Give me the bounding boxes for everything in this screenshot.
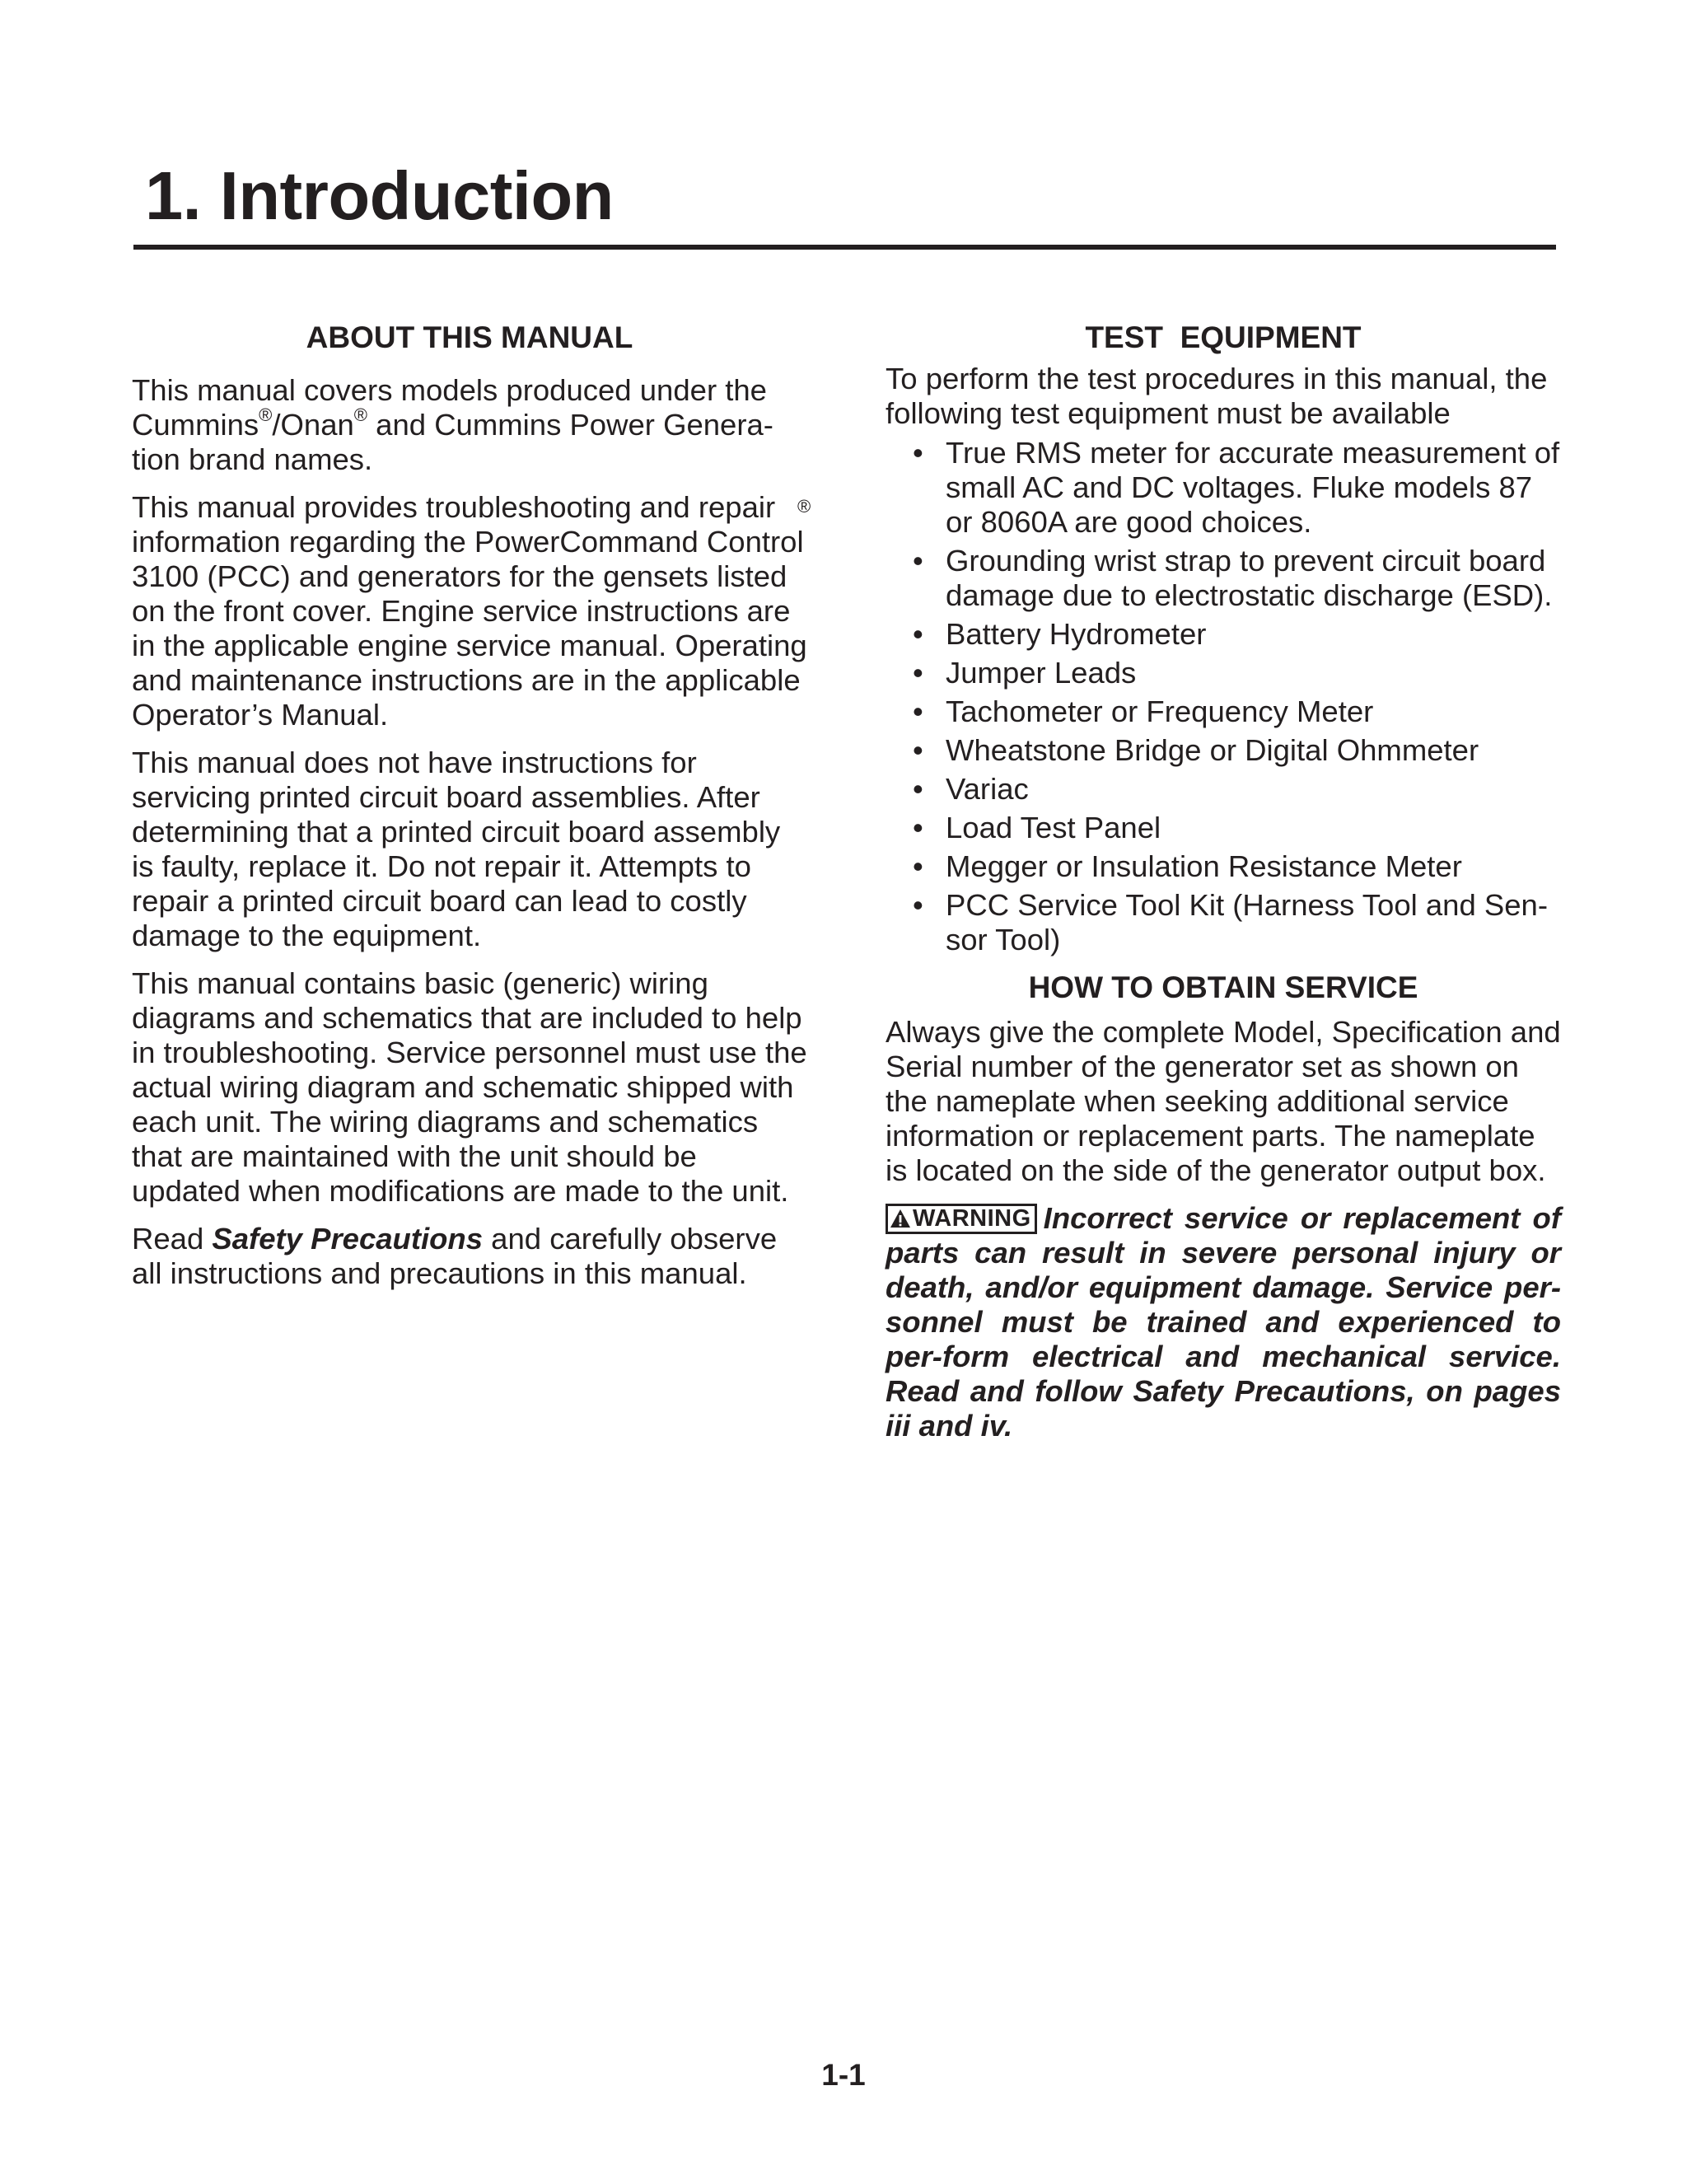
list-item-text: Wheatstone Bridge or Digital Ohmmeter	[946, 733, 1479, 767]
test-equipment-list	[886, 436, 1561, 957]
test-equipment-intro: To perform the test procedures in this manual, the following test equipment must be available	[886, 362, 1548, 430]
about-p1-text-b: /Onan	[272, 408, 354, 442]
about-p1-text-c: and Cummins Power Genera-tion brand names.	[132, 408, 773, 476]
registered-mark: ®	[353, 405, 368, 425]
list-item	[886, 544, 1561, 613]
warning-text: Incorrect service or replacement of parts can result in severe personal injury or death, and/or equipment damage. Service per-sonnel must be trained and experienced to per-form electrical and mechanical service. Read and follow Safety Precautions, on pages iii and iv.	[886, 1201, 1561, 1443]
about-p1-text-a: This manual covers models produced under the Cummins	[132, 373, 767, 442]
list-item	[886, 617, 1561, 652]
about-paragraph-5	[132, 1222, 807, 1291]
bullet-icon: •	[913, 888, 923, 922]
warning-label: WARNING	[913, 1205, 1031, 1232]
list-item	[886, 733, 1561, 768]
about-paragraph-1	[132, 373, 807, 477]
about-p5-text-b: and carefully observe all instructions and precautions in this manual.	[132, 1222, 778, 1290]
chapter-title-rule	[133, 245, 1556, 250]
warning-badge	[886, 1204, 1037, 1234]
list-item-text: Tachometer or Frequency Meter	[946, 694, 1374, 728]
about-paragraph-4: This manual contains basic (generic) wiring diagrams and schematics that are included to help in troubleshooting. Service personnel must use the actual wiring diagram and schematic shipped with each unit. The wiring diagrams and schematics that are maintained with the unit should be updated when modifications are made to the unit.	[132, 966, 807, 1208]
test-equipment-heading: TEST EQUIPMENT	[1085, 320, 1362, 354]
bullet-icon: •	[913, 694, 923, 728]
list-item-text: Variac	[946, 772, 1029, 806]
list-item-text: Jumper Leads	[946, 656, 1137, 690]
list-item-text: True RMS meter for accurate measurement of small AC and DC voltages. Fluke models 87 or 8060A are good choices.	[946, 436, 1560, 539]
list-item	[886, 772, 1561, 807]
bullet-icon: •	[913, 811, 923, 844]
list-item	[886, 656, 1561, 690]
chapter-title: 1. Introduction	[145, 157, 614, 234]
list-item	[886, 888, 1561, 957]
bullet-icon: •	[913, 772, 923, 806]
service-heading: HOW TO OBTAIN SERVICE	[1028, 970, 1418, 1004]
bullet-icon: •	[913, 733, 923, 767]
about-p5-text-a: Read	[132, 1222, 213, 1256]
about-paragraph-2: This manual provides troubleshooting and repair information regarding the PowerCommand ® Control 3100 (PCC) and generators for the gensets listed on the front cover. Engine service instructions are in the applicable engine service manual. Operating and maintenance instructions are in the applicable Operator’s Manual.	[132, 490, 811, 732]
about-heading: ABOUT THIS MANUAL	[306, 320, 633, 354]
page-number: 1-1	[821, 2058, 866, 2092]
list-item	[886, 849, 1561, 884]
bullet-icon: •	[913, 617, 923, 651]
bullet-icon: •	[913, 849, 923, 883]
list-item-text: Grounding wrist strap to prevent circuit board damage due to electrostatic discharge (ESD).	[946, 544, 1553, 612]
list-item-text: Megger or Insulation Resistance Meter	[946, 849, 1462, 883]
bullet-icon: •	[913, 436, 923, 470]
warning-paragraph	[886, 1201, 1561, 1443]
bullet-icon: •	[913, 544, 923, 578]
safety-precautions-reference: Safety Precautions	[212, 1222, 484, 1256]
about-p2-text-b: Control 3100 (PCC) and generators for the gensets listed on the front cover. Engine service instructions are in the applicable engine service manual. Operating and maintenance instructions are in the applicable Operator’s Manual.	[132, 525, 807, 732]
list-item	[886, 811, 1561, 845]
list-item-text: PCC Service Tool Kit (Harness Tool and Sen-sor Tool)	[946, 888, 1549, 956]
service-paragraph: Always give the complete Model, Specification and Serial number of the generator set as shown on the nameplate when seeking additional service information or replacement parts. The nameplate is located on the side of the generator output box.	[886, 1015, 1561, 1187]
list-item-text: Battery Hydrometer	[946, 617, 1207, 651]
list-item-text: Load Test Panel	[946, 811, 1161, 844]
about-p2-text-a: This manual provides troubleshooting and repair information regarding the PowerCommand	[132, 490, 776, 559]
registered-mark: ®	[259, 405, 273, 425]
about-paragraph-3: This manual does not have instructions for servicing printed circuit board assemblies. After determining that a printed circuit board assembly is faulty, replace it. Do not repair it. Attempts to repair a printed circuit board can lead to costly damage to the equipment.	[132, 746, 781, 952]
list-item	[886, 436, 1561, 540]
right-column	[886, 319, 1561, 1457]
bullet-icon: •	[913, 656, 923, 690]
list-item	[886, 694, 1561, 729]
warning-triangle-icon	[890, 1209, 911, 1228]
left-column	[132, 319, 811, 1304]
